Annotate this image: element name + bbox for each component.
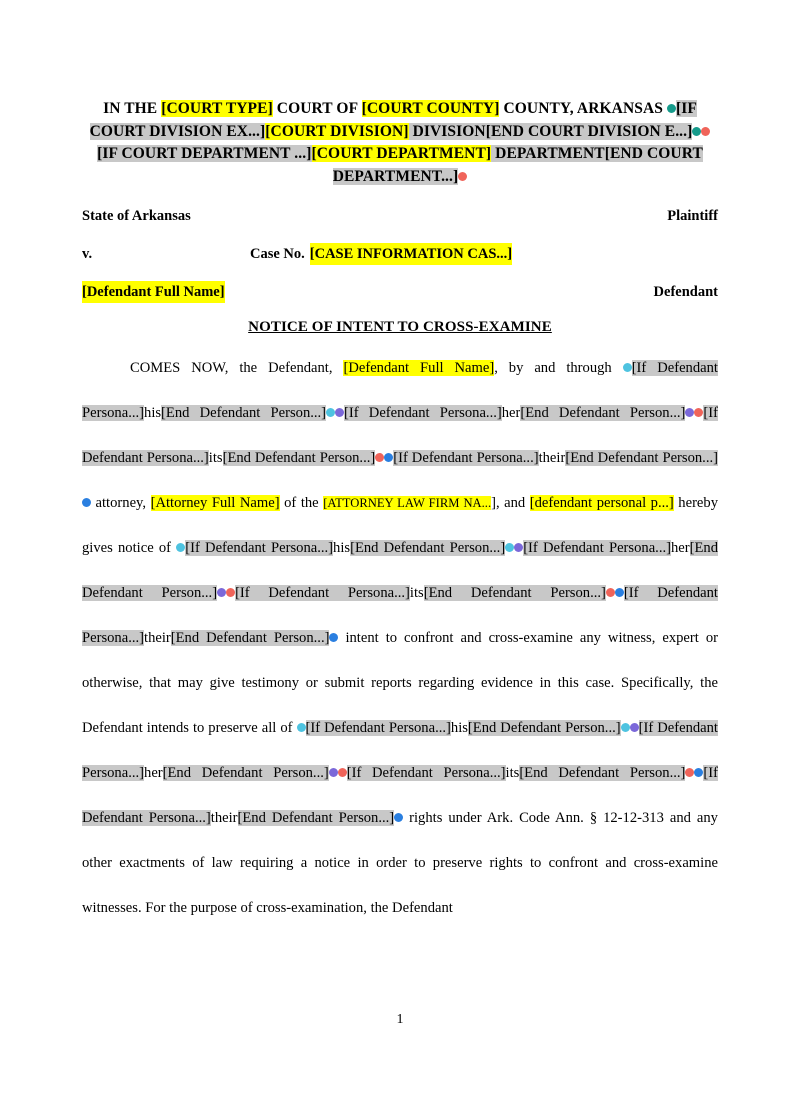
field-end-defendant-person-d[interactable]: [End Defendant Person...] — [565, 450, 718, 466]
plaintiff-label: Plaintiff — [667, 208, 718, 224]
field-attorney-law-firm-name[interactable]: [ATTORNEY LAW FIRM NA... — [323, 496, 492, 510]
field-end-court-division[interactable]: [END COURT DIVISION E...] — [485, 122, 693, 140]
document-body — [82, 346, 718, 931]
case-no-label: Case No. — [250, 246, 305, 262]
marker-purple-icon — [217, 588, 226, 597]
body-sentence-7: intent to confront and cross-examine any witness, expert or otherwise, that may give testimony or submit reports regarding evidence in this case. Specifically, the Defendant intends to preserve all of — [82, 630, 718, 736]
marker-cyan-icon — [326, 408, 335, 417]
pronoun-its-k: its — [505, 765, 520, 781]
pronoun-their-l: their — [210, 810, 238, 826]
field-end-defendant-person-f[interactable]: [End Defendant Person...] — [82, 540, 718, 601]
heading-line1-prefix: IN THE — [103, 100, 162, 117]
marker-red-icon — [226, 588, 235, 597]
field-if-defendant-persona-h[interactable]: [If Defendant Persona...] — [82, 585, 718, 646]
field-if-defendant-persona-a[interactable]: [If Defendant Persona...] — [82, 360, 718, 421]
page-footer — [0, 1012, 800, 1028]
field-end-defendant-person-g[interactable]: [End Defendant Person...] — [423, 585, 606, 601]
marker-purple-icon — [630, 723, 639, 732]
pronoun-its-c: its — [208, 450, 223, 466]
pronoun-her-b: her — [501, 405, 521, 421]
pronoun-his-e: his — [333, 540, 351, 556]
heading-department-word: DEPARTMENT — [491, 145, 605, 162]
marker-purple-icon — [329, 768, 338, 777]
field-if-defendant-persona-j[interactable]: [If Defendant Persona...] — [82, 720, 718, 781]
heading-division-word: DIVISION — [408, 122, 486, 140]
case-number-row — [82, 243, 718, 265]
marker-cyan-icon — [623, 363, 632, 372]
pronoun-her-j: her — [144, 765, 163, 781]
field-end-defendant-person-k[interactable]: [End Defendant Person...] — [519, 765, 686, 781]
body-bracket-close: ] — [491, 495, 496, 511]
field-attorney-full-name[interactable]: [Attorney Full Name] — [150, 495, 280, 511]
pronoun-their-h: their — [144, 630, 171, 646]
field-if-defendant-persona-i[interactable]: [If Defendant Persona...] — [305, 720, 451, 736]
marker-red-icon — [458, 172, 467, 181]
body-sentence-2: , by and through — [494, 360, 623, 376]
field-end-defendant-person-a[interactable]: [End Defendant Person...] — [161, 405, 327, 421]
marker-teal-icon — [692, 127, 701, 136]
heading-line1-middle: COURT OF — [272, 100, 362, 117]
field-end-defendant-person-j[interactable]: [End Defendant Person...] — [162, 765, 329, 781]
field-end-defendant-person-e[interactable]: [End Defendant Person...] — [350, 540, 506, 556]
marker-cyan-icon — [297, 723, 306, 732]
marker-purple-icon — [514, 543, 523, 552]
field-end-court-department[interactable]: [END COURT DEPARTMENT...] — [332, 145, 703, 185]
field-if-defendant-persona-f[interactable]: [If Defendant Persona...] — [523, 540, 671, 556]
marker-teal-icon — [667, 104, 676, 113]
marker-red-icon — [606, 588, 615, 597]
field-end-defendant-person-i[interactable]: [End Defendant Person...] — [467, 720, 621, 736]
body-sentence-5: , and — [495, 495, 530, 511]
marker-purple-icon — [685, 408, 694, 417]
field-end-defendant-person-h[interactable]: [End Defendant Person...] — [170, 630, 330, 646]
field-court-division[interactable]: [COURT DIVISION] — [265, 122, 409, 140]
field-court-department[interactable]: [COURT DEPARTMENT] — [311, 145, 492, 162]
parties-block — [82, 205, 718, 303]
page-number: 1 — [396, 1012, 404, 1027]
pronoun-his-a: his — [144, 405, 162, 421]
body-sentence-3: attorney, — [91, 495, 151, 511]
field-if-defendant-persona-c[interactable]: [If Defendant Persona...] — [82, 405, 718, 466]
marker-red-icon — [375, 453, 384, 462]
field-if-court-department[interactable]: [IF COURT DEPARTMENT ...] — [97, 145, 312, 162]
field-if-defendant-persona-e[interactable]: [If Defendant Persona...] — [185, 540, 334, 556]
marker-red-icon — [338, 768, 347, 777]
pronoun-his-i: his — [450, 720, 468, 736]
field-if-defendant-persona-k[interactable]: [If Defendant Persona...] — [346, 765, 506, 781]
field-case-information[interactable]: [CASE INFORMATION CAS...] — [310, 243, 512, 265]
defendant-label: Defendant — [653, 284, 718, 300]
marker-blue-icon — [384, 453, 393, 462]
pronoun-her-f: her — [670, 540, 690, 556]
plaintiff-name: State of Arkansas — [82, 208, 191, 224]
body-sentence-4: of the — [279, 495, 324, 511]
field-if-defendant-persona-d[interactable]: [If Defendant Persona...] — [393, 450, 539, 466]
marker-purple-icon — [335, 408, 344, 417]
field-if-defendant-persona-l[interactable]: [If Defendant Persona...] — [82, 765, 718, 826]
marker-blue-icon — [82, 498, 91, 507]
field-end-defendant-person-c[interactable]: [End Defendant Person...] — [222, 450, 376, 466]
field-court-type[interactable]: [COURT TYPE] — [161, 100, 273, 117]
field-court-county[interactable]: [COURT COUNTY] — [361, 100, 500, 117]
body-sentence-8: rights under Ark. Code Ann. § 12-12-313 and any other exactments of law requiring a notice in order to preserve rights to confront and cross-examine witnesses. For the purpose of cross-examination, the Defendant — [82, 810, 718, 916]
pronoun-its-g: its — [409, 585, 424, 601]
marker-cyan-icon — [621, 723, 630, 732]
field-defendant-personal-pronoun[interactable]: [defendant personal p...] — [529, 495, 674, 511]
defendant-row — [82, 281, 718, 303]
field-end-defendant-person-b[interactable]: [End Defendant Person...] — [520, 405, 686, 421]
marker-cyan-icon — [176, 543, 185, 552]
field-defendant-full-name-inline[interactable]: [Defendant Full Name] — [343, 360, 495, 376]
marker-cyan-icon — [505, 543, 514, 552]
pronoun-their-d: their — [538, 450, 566, 466]
body-sentence-1: COMES NOW, the Defendant, — [130, 360, 344, 376]
field-if-defendant-persona-g[interactable]: [If Defendant Persona...] — [235, 585, 410, 601]
marker-red-icon — [685, 768, 694, 777]
field-if-court-division[interactable]: [IF COURT DIVISION EX...] — [89, 100, 697, 140]
field-defendant-full-name[interactable]: [Defendant Full Name] — [82, 281, 225, 303]
marker-blue-icon — [615, 588, 624, 597]
document-title: NOTICE OF INTENT TO CROSS-EXAMINE — [248, 319, 552, 335]
heading-line1-suffix: COUNTY, ARKANSAS — [499, 100, 663, 117]
field-end-defendant-person-l[interactable]: [End Defendant Person...] — [237, 810, 395, 826]
field-if-defendant-persona-b[interactable]: [If Defendant Persona...] — [344, 405, 502, 421]
plaintiff-row — [82, 205, 718, 227]
court-caption-heading — [82, 0, 718, 188]
versus-label: v. — [82, 246, 93, 262]
body-sentence-6: hereby gives notice of — [82, 495, 718, 556]
marker-red-icon — [701, 127, 710, 136]
marker-blue-icon — [394, 813, 403, 822]
